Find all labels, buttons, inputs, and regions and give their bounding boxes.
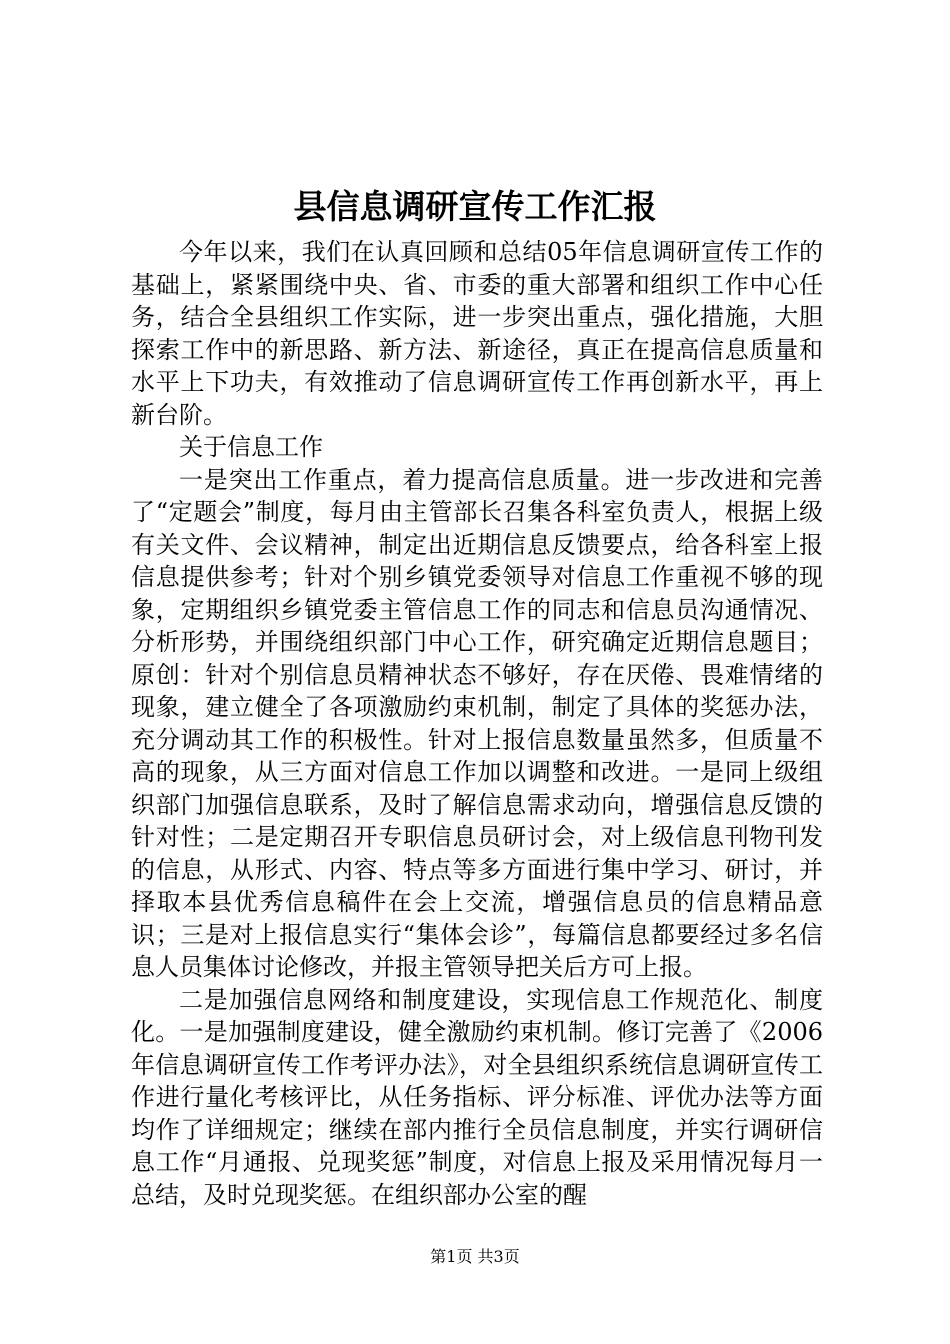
paragraph-point-one: 一是突出工作重点，着力提高信息质量。进一步改进和完善了“定题会”制度，每月由主管部长召集各科室负责人，根据上级有关文件、会议精神，制定出近期信息反馈要点，给各科室上报信息提供参考；针对个别乡镇党委领导对信息工作重视不够的现象，定期组织乡镇党委主管信息工作的同志和信息员沟通情况、分析形势，并围绕组织部门中心工作，研究确定近期信息题目；原创：针对个别信息员精神状态不够好，存在厌倦、畏难情绪的现象，建立健全了各项激励约束机制，制定了具体的奖惩办法，充分调动其工作的积极性。针对上报信息数量虽然多，但质量不高的现象，从三方面对信息工作加以调整和改进。一是同上级组织部门加强信息联系，及时了解信息需求动向，增强信息反馈的针对性；二是定期召开专职信息员研讨会，对上级信息刊物刊发的信息，从形式、内容、特点等多方面进行集中学习、研讨，并择取本县优秀信息稿件在会上交流，增强信息员的信息精品意识；三是对上报信息实行“集体会诊”，每篇信息都要经过多名信息人员集体讨论修改，并报主管领导把关后方可上报。 bbox=[131, 465, 823, 981]
section-heading-info-work: 关于信息工作 bbox=[179, 433, 323, 461]
document-title: 县信息调研宣传工作汇报 bbox=[293, 187, 657, 226]
paragraph-point-two: 二是加强信息网络和制度建设，实现信息工作规范化、制度化。一是加强制度建设，健全激励约束机制。修订完善了《2006年信息调研宣传工作考评办法》，对全县组织系统信息调研宣传工作进行量化考核评比，从任务指标、评分标准、评优办法等方面均作了详细规定；继续在部内推行全员信息制度，并实行调研信息工作“月通报、兑现奖惩”制度，对信息上报及采用情况每月一总结，及时兑现奖惩。在组织部办公室的醒 bbox=[131, 985, 823, 1209]
page-number-footer: 第1页 共3页 bbox=[430, 1247, 520, 1266]
paragraph-intro: 今年以来，我们在认真回顾和总结05年信息调研宣传工作的基础上，紧紧围绕中央、省、市委的重大部署和组织工作中心任务，结合全县组织工作实际，进一步突出重点，强化措施，大胆探索工作中的新思路、新方法、新途径，真正在提高信息质量和水平上下功夫，有效推动了信息调研宣传工作再创新水平，再上新台阶。 bbox=[131, 238, 823, 429]
document-body bbox=[131, 236, 823, 1211]
